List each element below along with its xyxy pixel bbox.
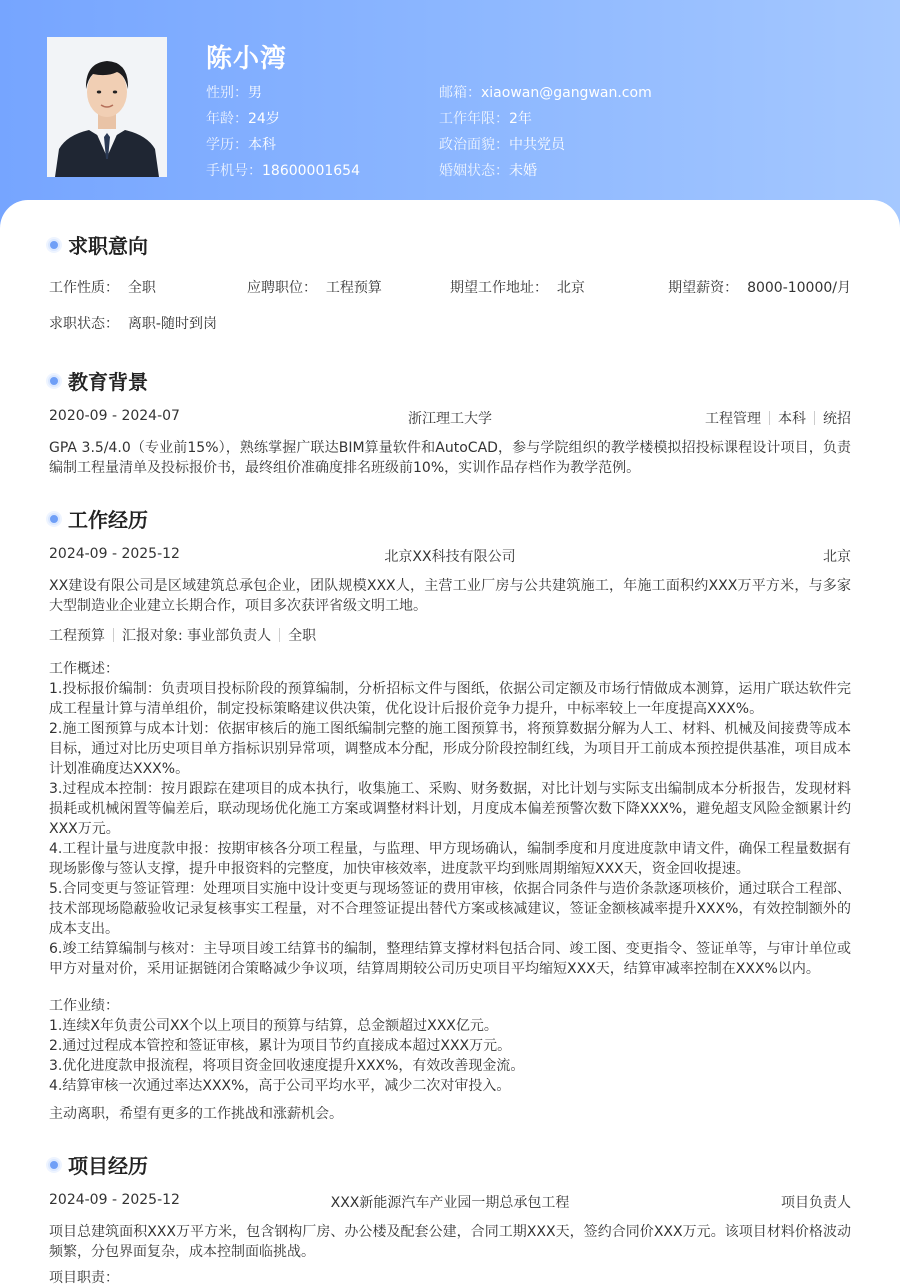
project-duty-label: 项目职责：	[49, 1270, 119, 1286]
work-tag-type: 全职	[288, 628, 317, 644]
intent-position: 应聘职位： 工程预算	[247, 280, 382, 296]
divider	[814, 411, 815, 425]
project-date: 2024-09 - 2025-12	[49, 1192, 180, 1208]
performance-item-1: 1.连续X年负责公司XX个以上项目的预算与结算，总金额超过XXX亿元。	[49, 1018, 498, 1034]
divider	[769, 411, 770, 425]
performance-item-3: 3.优化进度款申报流程，将项目资金回收速度提升XXX%，有效改善现金流。	[49, 1058, 525, 1074]
project-description: 项目总建筑面积XXX万平方米，包含钢构厂房、办公楼及配套公建，合同工期XXX天，签约合同价XXX万元。该项目材料价格波动频繁，分包界面复杂，成本控制面临挑战。	[49, 1224, 851, 1260]
work-tag-report: 汇报对象: 事业部负责人	[122, 628, 272, 644]
section-job-intent: 求职意向	[48, 230, 148, 259]
divider	[113, 628, 114, 642]
work-tags	[49, 625, 851, 645]
work-overview-label: 工作概述：	[49, 661, 119, 677]
bullet-dot-icon	[48, 513, 60, 525]
work-item-1: 1.投标报价编制：负责项目投标阶段的预算编制，分析招标文件与图纸，依据公司定额及市场行情做成本测算，运用广联达软件完成工程量计算与清单组价，制定投标策略建议供决策，优化设计后报价竞争力提升，中标率较上一年度提高XXX%。	[49, 681, 851, 717]
work-city: 北京	[823, 549, 851, 565]
intent-type: 工作性质： 全职	[49, 280, 156, 296]
bullet-dot-icon	[48, 1159, 60, 1171]
work-performance-label: 工作业绩：	[49, 998, 119, 1014]
performance-item-4: 4.结算审核一次通过率达XXX%，高于公司平均水平，减少二次对审投入。	[49, 1078, 511, 1094]
intent-status: 求职状态： 离职-随时到岗	[49, 316, 217, 332]
education-header-row	[49, 408, 851, 428]
education-meta: 工程管理 本科 统招	[705, 411, 851, 427]
section-project: 项目经历	[48, 1150, 148, 1179]
work-item-4: 4.工程计量与进度款申报：按期审核各分项工程量，与监理、甲方现场确认，编制季度和月度进度款申请文件，确保工程量数据有现场影像与签认支撑，提升申报资料的完整度，加快审核效率，进度款平均到账周期缩短XXX天，资金回收提速。	[49, 841, 851, 877]
education-date: 2020-09 - 2024-07	[49, 408, 180, 424]
email-line: 邮箱：xiaowan@gangwan.com	[439, 85, 652, 101]
education-line: 学历：本科	[206, 137, 276, 153]
education-description: GPA 3.5/4.0（专业前15%），熟练掌握广联达BIM算量软件和AutoCAD，参与学院组织的教学楼模拟招投标课程设计项目，负责编制工程量清单及投标报价书，最终组价准确度排名班级前10%，实训作品存档作为教学范例。	[49, 440, 851, 476]
intent-city: 期望工作地址： 北京	[450, 280, 585, 296]
work-performance	[49, 996, 851, 1096]
candidate-name: 陈小湾	[206, 44, 288, 74]
project-header-row	[49, 1192, 851, 1212]
project-name: XXX新能源汽车产业园一期总承包工程	[330, 1195, 570, 1211]
work-item-2: 2.施工图预算与成本计划：依据审核后的施工图纸编制完整的施工图预算书，将预算数据分解为人工、材料、机械及间接费等成本目标，通过对比历史项目单方指标识别异常项，调整成本分配，形成分阶段控制红线，为项目开工前成本预控提供基准，项目成本计划准确度达XXX%。	[49, 721, 851, 777]
leave-reason: 主动离职，希望有更多的工作挑战和涨薪机会。	[49, 1106, 343, 1122]
intent-salary: 期望薪资： 8000-10000/月	[668, 280, 851, 296]
section-education: 教育背景	[48, 366, 148, 395]
age-line: 年龄：24岁	[206, 111, 280, 127]
company-name: 北京XX科技有限公司	[384, 549, 516, 565]
political-status-line: 政治面貌：中共党员	[439, 137, 565, 153]
section-work: 工作经历	[48, 504, 148, 533]
project-role: 项目负责人	[781, 1195, 851, 1211]
divider	[279, 628, 280, 642]
work-tag-role: 工程预算	[49, 628, 105, 644]
work-item-5: 5.合同变更与签证管理：处理项目实施中设计变更与现场签证的费用审核，依据合同条件与造价条款逐项核价，通过联合工程部、技术部现场隐蔽验收记录复核事实工程量，对不合理签证提出替代方案或核减建议，签证金额核减率提升XXX%，有效控制额外的成本支出。	[49, 881, 851, 937]
gender-line: 性别：男	[206, 85, 262, 101]
marital-status-line: 婚姻状态：未婚	[439, 163, 537, 179]
work-item-6: 6.竣工结算编制与核对：主导项目竣工结算书的编制，整理结算支撑材料包括合同、竣工图、变更指令、签证单等，与审计单位或甲方对量对价，采用证据链闭合策略减少争议项，结算周期较公司历史项目平均缩短XXX天，结算审减率控制在XXX%以内。	[49, 941, 851, 977]
performance-item-2: 2.通过过程成本管控和签证审核，累计为项目节约直接成本超过XXX万元。	[49, 1038, 512, 1054]
bullet-dot-icon	[48, 239, 60, 251]
work-years-line: 工作年限：2年	[439, 111, 532, 127]
work-item-3: 3.过程成本控制：按月跟踪在建项目的成本执行，收集施工、采购、财务数据，对比计划与实际支出编制成本分析报告，发现材料损耗或机械闲置等偏差后，联动现场优化施工方案或调整材料计划，月度成本偏差预警次数下降XXX%，避免超支风险金额累计约XXX万元。	[49, 781, 851, 837]
phone-line: 手机号：18600001654	[206, 163, 360, 179]
intent-row-2	[49, 313, 851, 333]
work-header-row	[49, 546, 851, 566]
basic-info-right	[439, 80, 652, 184]
basic-info-left	[206, 80, 360, 184]
work-date: 2024-09 - 2025-12	[49, 546, 180, 562]
work-overview	[49, 659, 851, 979]
bullet-dot-icon	[48, 375, 60, 387]
profile-photo	[47, 37, 167, 177]
company-intro: XX建设有限公司是区域建筑总承包企业，团队规模XXX人，主营工业厂房与公共建筑施工，年施工面积约XXX万平方米，与多家大型制造业企业建立长期合作，项目多次获评省级文明工地。	[49, 578, 851, 614]
school-name: 浙江理工大学	[408, 411, 492, 427]
